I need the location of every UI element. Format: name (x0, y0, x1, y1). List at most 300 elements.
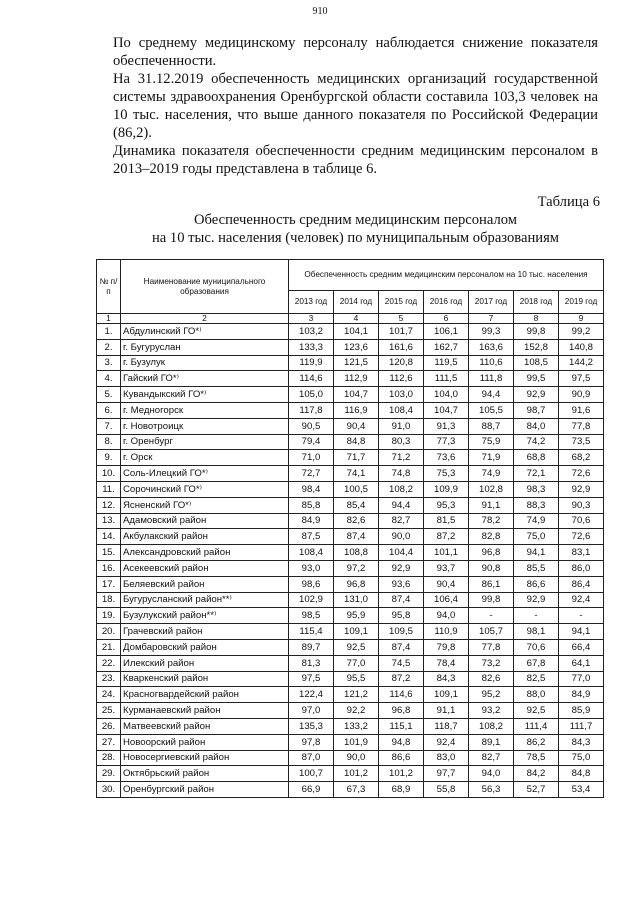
value-cell: 73,6 (424, 450, 469, 466)
value-cell: 99,8 (469, 592, 514, 608)
value-cell: 85,4 (334, 497, 379, 513)
value-cell: 78,2 (469, 513, 514, 529)
value-cell: 96,8 (334, 576, 379, 592)
value-cell: 86,0 (559, 560, 604, 576)
table-row (97, 529, 604, 545)
value-cell: 101,1 (424, 545, 469, 561)
value-cell: 103,2 (289, 324, 334, 340)
value-cell: 84,9 (289, 513, 334, 529)
table-title (113, 211, 598, 247)
value-cell: 114,6 (379, 687, 424, 703)
value-cell: 87,5 (289, 529, 334, 545)
row-number: 30. (97, 782, 121, 798)
value-cell: 75,9 (469, 434, 514, 450)
row-number: 14. (97, 529, 121, 545)
value-cell: 85,8 (289, 497, 334, 513)
row-number: 17. (97, 576, 121, 592)
value-cell: 121,5 (334, 355, 379, 371)
municipality-name: Абдулинский ГО*⁾ (121, 324, 289, 340)
row-number: 6. (97, 402, 121, 418)
value-cell: 87,4 (334, 529, 379, 545)
value-cell: 80,3 (379, 434, 424, 450)
value-cell: 99,5 (514, 371, 559, 387)
row-number: 21. (97, 639, 121, 655)
value-cell: 94,0 (424, 608, 469, 624)
row-number: 18. (97, 592, 121, 608)
row-number: 19. (97, 608, 121, 624)
value-cell: 109,5 (379, 624, 424, 640)
value-cell: 90,0 (379, 529, 424, 545)
value-cell: - (469, 608, 514, 624)
value-cell: 86,4 (559, 576, 604, 592)
value-cell: 75,3 (424, 466, 469, 482)
value-cell: 86,6 (514, 576, 559, 592)
value-cell: 99,3 (469, 324, 514, 340)
municipality-name: Сорочинский ГО*⁾ (121, 481, 289, 497)
header-year: 2019 год (559, 291, 604, 314)
value-cell: 98,3 (514, 481, 559, 497)
municipality-name: Ясненский ГО*⁾ (121, 497, 289, 513)
header-name: Наименование муниципального образования (121, 260, 289, 314)
value-cell: 108,4 (289, 545, 334, 561)
value-cell: 90,4 (424, 576, 469, 592)
municipality-name: Курманаевский район (121, 703, 289, 719)
municipality-name: Александровский район (121, 545, 289, 561)
table-row (97, 402, 604, 418)
municipality-name: г. Орск (121, 450, 289, 466)
header-group: Обеспеченность средним медицинским персоналом на 10 тыс. населения (289, 260, 604, 291)
table-row (97, 766, 604, 782)
municipality-name: Оренбургский район (121, 782, 289, 798)
value-cell: 74,8 (379, 466, 424, 482)
header-number: № п/п (97, 260, 121, 314)
provision-table (96, 259, 604, 798)
table-row (97, 418, 604, 434)
row-number: 15. (97, 545, 121, 561)
column-number: 7 (469, 314, 514, 324)
value-cell: 94,4 (469, 387, 514, 403)
row-number: 2. (97, 339, 121, 355)
value-cell: 106,4 (424, 592, 469, 608)
value-cell: 92,9 (559, 481, 604, 497)
table-row (97, 450, 604, 466)
value-cell: 109,1 (424, 687, 469, 703)
table-label: Таблица 6 (537, 194, 600, 210)
value-cell: 71,2 (379, 450, 424, 466)
table-row (97, 387, 604, 403)
value-cell: 104,4 (379, 545, 424, 561)
row-number: 29. (97, 766, 121, 782)
value-cell: 90,4 (334, 418, 379, 434)
value-cell: 109,1 (334, 624, 379, 640)
value-cell: 71,0 (289, 450, 334, 466)
value-cell: 74,5 (379, 655, 424, 671)
row-number: 1. (97, 324, 121, 340)
paragraph-2: На 31.12.2019 обеспеченность медицинских организаций государственной системы здравоохранения Оренбургской области составила 103,3 человек на 10 тыс. населения, что выше данного показателя по Российской Федерации (86,2). (113, 71, 598, 141)
table-row (97, 750, 604, 766)
value-cell: 106,1 (424, 324, 469, 340)
header-year: 2014 год (334, 291, 379, 314)
table-row (97, 687, 604, 703)
value-cell: 97,0 (289, 703, 334, 719)
value-cell: 97,7 (424, 766, 469, 782)
column-number: 1 (97, 314, 121, 324)
value-cell: 72,1 (514, 466, 559, 482)
paragraph-3: Динамика показателя обеспеченности средним медицинским персоналом в 2013–2019 годы представлена в таблице 6. (113, 143, 598, 177)
municipality-name: Соль-Илецкий ГО*⁾ (121, 466, 289, 482)
value-cell: 108,2 (469, 718, 514, 734)
value-cell: 161,6 (379, 339, 424, 355)
table-row (97, 734, 604, 750)
row-number: 23. (97, 671, 121, 687)
value-cell: 87,0 (289, 750, 334, 766)
municipality-name: г. Бузулук (121, 355, 289, 371)
municipality-name: Бузулукский район**⁾ (121, 608, 289, 624)
municipality-name: г. Бугуруслан (121, 339, 289, 355)
municipality-name: Грачевский район (121, 624, 289, 640)
value-cell: 73,2 (469, 655, 514, 671)
municipality-name: г. Медногорск (121, 402, 289, 418)
value-cell: 103,0 (379, 387, 424, 403)
value-cell: 101,2 (379, 766, 424, 782)
value-cell: 105,7 (469, 624, 514, 640)
value-cell: 88,7 (469, 418, 514, 434)
value-cell: 70,6 (514, 639, 559, 655)
value-cell: 94,1 (559, 624, 604, 640)
value-cell: 140,8 (559, 339, 604, 355)
value-cell: 97,2 (334, 560, 379, 576)
value-cell: 79,4 (289, 434, 334, 450)
value-cell: 92,4 (424, 734, 469, 750)
value-cell: 121,2 (334, 687, 379, 703)
value-cell: 84,3 (424, 671, 469, 687)
municipality-name: Акбулакский район (121, 529, 289, 545)
value-cell: 86,2 (514, 734, 559, 750)
value-cell: 84,2 (514, 766, 559, 782)
value-cell: 122,4 (289, 687, 334, 703)
value-cell: 105,5 (469, 402, 514, 418)
row-number: 12. (97, 497, 121, 513)
value-cell: 77,0 (559, 671, 604, 687)
value-cell: 74,9 (469, 466, 514, 482)
value-cell: 95,5 (334, 671, 379, 687)
table-row (97, 371, 604, 387)
value-cell: 95,3 (424, 497, 469, 513)
value-cell: 92,5 (514, 703, 559, 719)
value-cell: 111,4 (514, 718, 559, 734)
row-number: 16. (97, 560, 121, 576)
column-number: 8 (514, 314, 559, 324)
page-number: 910 (312, 6, 328, 17)
value-cell: 90,9 (559, 387, 604, 403)
row-number: 9. (97, 450, 121, 466)
value-cell: 68,9 (379, 782, 424, 798)
table-row (97, 434, 604, 450)
value-cell: 72,7 (289, 466, 334, 482)
value-cell: 85,9 (559, 703, 604, 719)
column-number: 4 (334, 314, 379, 324)
value-cell: 97,8 (289, 734, 334, 750)
value-cell: 98,7 (514, 402, 559, 418)
value-cell: 109,9 (424, 481, 469, 497)
value-cell: 93,7 (424, 560, 469, 576)
value-cell: 104,1 (334, 324, 379, 340)
value-cell: 93,0 (289, 560, 334, 576)
value-cell: 112,9 (334, 371, 379, 387)
value-cell: 84,8 (559, 766, 604, 782)
value-cell: 86,6 (379, 750, 424, 766)
municipality-name: г. Новотроицк (121, 418, 289, 434)
value-cell: 100,7 (289, 766, 334, 782)
value-cell: 108,4 (379, 402, 424, 418)
value-cell: 110,9 (424, 624, 469, 640)
row-number: 13. (97, 513, 121, 529)
municipality-name: Октябрьский район (121, 766, 289, 782)
value-cell: 91,6 (559, 402, 604, 418)
municipality-name: Матвеевский район (121, 718, 289, 734)
value-cell: 98,1 (514, 624, 559, 640)
value-cell: 91,0 (379, 418, 424, 434)
value-cell: 112,6 (379, 371, 424, 387)
value-cell: 53,4 (559, 782, 604, 798)
value-cell: 105,0 (289, 387, 334, 403)
value-cell: 82,7 (379, 513, 424, 529)
table-row (97, 355, 604, 371)
value-cell: 108,2 (379, 481, 424, 497)
value-cell: 119,5 (424, 355, 469, 371)
value-cell: 91,1 (469, 497, 514, 513)
row-number: 4. (97, 371, 121, 387)
table-title-line-1: Обеспеченность средним медицинским персоналом (193, 212, 517, 228)
value-cell: 101,2 (334, 766, 379, 782)
body-text (113, 34, 598, 178)
value-cell: 131,0 (334, 592, 379, 608)
value-cell: 77,8 (559, 418, 604, 434)
value-cell: 94,1 (514, 545, 559, 561)
value-cell: 84,3 (559, 734, 604, 750)
municipality-name: Илекский район (121, 655, 289, 671)
value-cell: 92,9 (514, 387, 559, 403)
value-cell: 94,8 (379, 734, 424, 750)
value-cell: - (514, 608, 559, 624)
value-cell: 152,8 (514, 339, 559, 355)
value-cell: 82,6 (334, 513, 379, 529)
table-row (97, 624, 604, 640)
value-cell: 67,8 (514, 655, 559, 671)
header-year: 2013 год (289, 291, 334, 314)
value-cell: 77,8 (469, 639, 514, 655)
value-cell: 82,8 (469, 529, 514, 545)
value-cell: 52,7 (514, 782, 559, 798)
table-title-line-2: на 10 тыс. населения (человек) по муниципальным образованиям (151, 230, 560, 246)
table-row (97, 703, 604, 719)
value-cell: 95,9 (334, 608, 379, 624)
value-cell: 77,3 (424, 434, 469, 450)
value-cell: 95,2 (469, 687, 514, 703)
value-cell: 78,4 (424, 655, 469, 671)
value-cell: 97,5 (559, 371, 604, 387)
value-cell: 88,0 (514, 687, 559, 703)
value-cell: 104,7 (424, 402, 469, 418)
column-number: 5 (379, 314, 424, 324)
header-year: 2018 год (514, 291, 559, 314)
value-cell: 123,6 (334, 339, 379, 355)
row-number: 10. (97, 466, 121, 482)
value-cell: 74,1 (334, 466, 379, 482)
municipality-name: Гайский ГО*⁾ (121, 371, 289, 387)
row-number: 26. (97, 718, 121, 734)
table-row (97, 560, 604, 576)
table-row (97, 481, 604, 497)
column-number: 2 (121, 314, 289, 324)
value-cell: - (559, 608, 604, 624)
table-row (97, 576, 604, 592)
value-cell: 115,4 (289, 624, 334, 640)
value-cell: 87,2 (424, 529, 469, 545)
row-number: 24. (97, 687, 121, 703)
value-cell: 71,7 (334, 450, 379, 466)
row-number: 25. (97, 703, 121, 719)
value-cell: 99,2 (559, 324, 604, 340)
table-row (97, 513, 604, 529)
row-number: 8. (97, 434, 121, 450)
value-cell: 102,8 (469, 481, 514, 497)
value-cell: 88,3 (514, 497, 559, 513)
value-cell: 84,0 (514, 418, 559, 434)
municipality-name: Беляевский район (121, 576, 289, 592)
value-cell: 92,5 (334, 639, 379, 655)
row-number: 5. (97, 387, 121, 403)
value-cell: 86,1 (469, 576, 514, 592)
value-cell: 98,4 (289, 481, 334, 497)
table-row (97, 782, 604, 798)
table-row (97, 545, 604, 561)
value-cell: 94,0 (469, 766, 514, 782)
value-cell: 116,9 (334, 402, 379, 418)
value-cell: 89,7 (289, 639, 334, 655)
value-cell: 83,1 (559, 545, 604, 561)
table-row (97, 497, 604, 513)
value-cell: 64,1 (559, 655, 604, 671)
value-cell: 73,5 (559, 434, 604, 450)
value-cell: 89,1 (469, 734, 514, 750)
paragraph-1: По среднему медицинскому персоналу наблюдается снижение показателя обеспеченности. (113, 35, 598, 69)
value-cell: 101,9 (334, 734, 379, 750)
value-cell: 117,8 (289, 402, 334, 418)
value-cell: 72,6 (559, 529, 604, 545)
value-cell: 111,8 (469, 371, 514, 387)
value-cell: 93,2 (469, 703, 514, 719)
value-cell: 108,5 (514, 355, 559, 371)
table-row (97, 592, 604, 608)
column-number: 6 (424, 314, 469, 324)
value-cell: 135,3 (289, 718, 334, 734)
value-cell: 84,9 (559, 687, 604, 703)
value-cell: 83,0 (424, 750, 469, 766)
value-cell: 104,7 (334, 387, 379, 403)
header-year: 2015 год (379, 291, 424, 314)
value-cell: 90,8 (469, 560, 514, 576)
value-cell: 92,4 (559, 592, 604, 608)
value-cell: 77,0 (334, 655, 379, 671)
value-cell: 79,8 (424, 639, 469, 655)
value-cell: 110,6 (469, 355, 514, 371)
value-cell: 91,1 (424, 703, 469, 719)
value-cell: 82,5 (514, 671, 559, 687)
value-cell: 75,0 (559, 750, 604, 766)
value-cell: 99,8 (514, 324, 559, 340)
table-row (97, 655, 604, 671)
value-cell: 85,5 (514, 560, 559, 576)
value-cell: 81,3 (289, 655, 334, 671)
value-cell: 90,5 (289, 418, 334, 434)
value-cell: 72,6 (559, 466, 604, 482)
value-cell: 68,2 (559, 450, 604, 466)
value-cell: 101,7 (379, 324, 424, 340)
value-cell: 90,3 (559, 497, 604, 513)
row-number: 20. (97, 624, 121, 640)
municipality-name: г. Оренбург (121, 434, 289, 450)
value-cell: 94,4 (379, 497, 424, 513)
value-cell: 98,5 (289, 608, 334, 624)
value-cell: 70,6 (559, 513, 604, 529)
municipality-name: Асекеевский район (121, 560, 289, 576)
column-number: 9 (559, 314, 604, 324)
table-row (97, 324, 604, 340)
value-cell: 66,4 (559, 639, 604, 655)
municipality-name: Кваркенский район (121, 671, 289, 687)
value-cell: 95,8 (379, 608, 424, 624)
value-cell: 84,8 (334, 434, 379, 450)
value-cell: 108,8 (334, 545, 379, 561)
table-row (97, 639, 604, 655)
value-cell: 96,8 (379, 703, 424, 719)
value-cell: 133,3 (289, 339, 334, 355)
value-cell: 162,7 (424, 339, 469, 355)
value-cell: 66,9 (289, 782, 334, 798)
value-cell: 91,3 (424, 418, 469, 434)
value-cell: 144,2 (559, 355, 604, 371)
value-cell: 93,6 (379, 576, 424, 592)
municipality-name: Новосергиевский район (121, 750, 289, 766)
header-year: 2016 год (424, 291, 469, 314)
table-row (97, 608, 604, 624)
value-cell: 87,4 (379, 639, 424, 655)
value-cell: 56,3 (469, 782, 514, 798)
row-number: 3. (97, 355, 121, 371)
value-cell: 97,5 (289, 671, 334, 687)
value-cell: 111,5 (424, 371, 469, 387)
value-cell: 74,2 (514, 434, 559, 450)
row-number: 27. (97, 734, 121, 750)
value-cell: 82,7 (469, 750, 514, 766)
value-cell: 87,2 (379, 671, 424, 687)
value-cell: 163,6 (469, 339, 514, 355)
value-cell: 104,0 (424, 387, 469, 403)
value-cell: 133,2 (334, 718, 379, 734)
row-number: 22. (97, 655, 121, 671)
value-cell: 96,8 (469, 545, 514, 561)
municipality-name: Красногвардейский район (121, 687, 289, 703)
value-cell: 114,6 (289, 371, 334, 387)
value-cell: 68,8 (514, 450, 559, 466)
value-cell: 120,8 (379, 355, 424, 371)
table-row (97, 339, 604, 355)
value-cell: 100,5 (334, 481, 379, 497)
value-cell: 92,2 (334, 703, 379, 719)
municipality-name: Домбаровский район (121, 639, 289, 655)
value-cell: 118,7 (424, 718, 469, 734)
